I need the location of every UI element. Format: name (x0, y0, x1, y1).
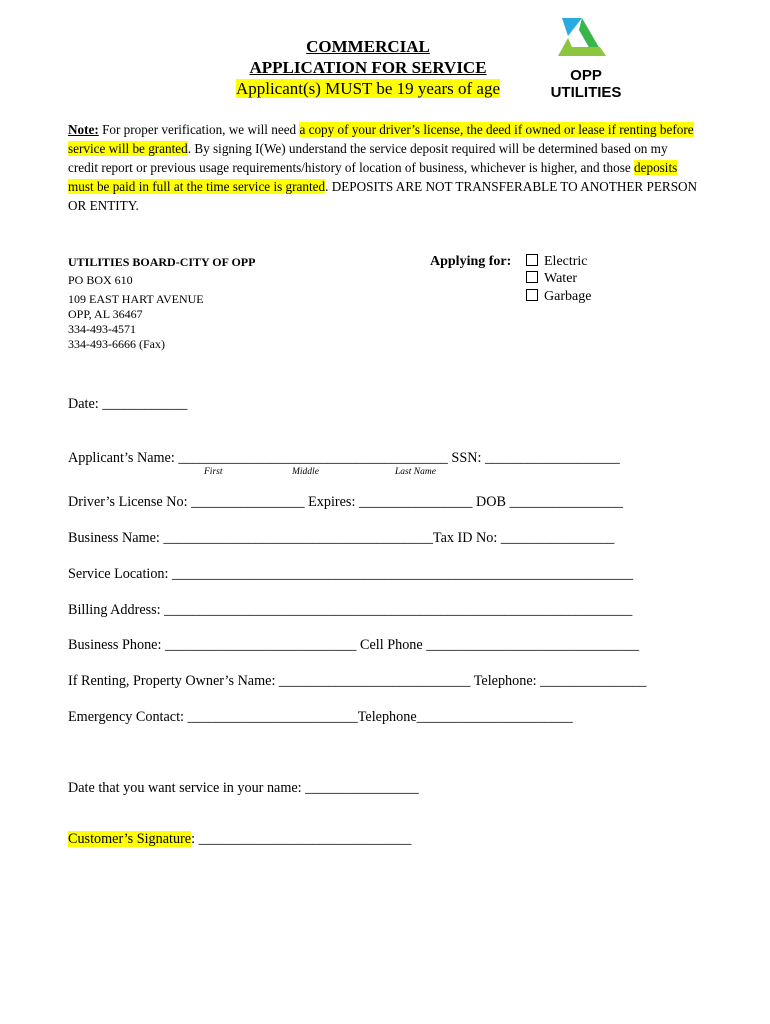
address-city: OPP, AL 36467 (68, 307, 143, 321)
name-first-hint: First (204, 467, 223, 477)
logo-gap-shape (572, 36, 584, 47)
signature-line[interactable]: : ______________________________ (191, 831, 412, 847)
form-subtitle (200, 78, 536, 99)
electric-checkbox[interactable] (526, 254, 538, 266)
logo-triangle-icon (548, 14, 632, 74)
signature-label: Customer’s Signature (68, 831, 192, 847)
option-water[interactable] (526, 271, 577, 287)
opp-utilities-logo (548, 14, 632, 106)
address-po-box: PO BOX 610 (68, 273, 133, 287)
logo-top-shape (562, 18, 582, 36)
option-garbage[interactable] (526, 289, 591, 305)
note-highlight-2: deposits must be paid in full at the time service is granted (68, 160, 678, 194)
note-highlight-1: a copy of your driver’s license, the deed if owned or lease if renting before service will be granted (68, 122, 694, 156)
service-date-field[interactable]: Date that you want service in your name: ________________ (68, 780, 419, 796)
property-owner-field[interactable]: If Renting, Property Owner’s Name: ___________________________ Telephone: _______________ (68, 673, 647, 689)
electric-label: Electric (544, 254, 588, 269)
service-location-field[interactable]: Service Location: _________________________________________________________________ (68, 566, 634, 582)
logo-opp-text: OPP (570, 67, 602, 84)
note-text-3: . DEPOSITS ARE NOT TRANSFERABLE TO ANOTHER PERSON OR ENTITY. (68, 179, 698, 213)
water-label: Water (544, 271, 578, 286)
emergency-contact-field[interactable]: Emergency Contact: ________________________Telephone______________________ (68, 709, 573, 725)
date-field[interactable]: Date: ____________ (68, 396, 188, 412)
note-text-1: For proper verification, we will need (98, 122, 300, 137)
garbage-checkbox[interactable] (526, 289, 538, 301)
form-title-line1: COMMERCIAL (306, 37, 430, 56)
address-phone: 334-493-4571 (68, 322, 136, 336)
applying-for-label: Applying for: (430, 254, 512, 269)
signature-field[interactable] (68, 831, 411, 848)
option-electric[interactable] (526, 254, 588, 270)
business-phone-field[interactable]: Business Phone: ___________________________ Cell Phone ______________________________ (68, 637, 640, 653)
applicant-name-field[interactable]: Applicant’s Name: ______________________________________ SSN: ___________________ (68, 450, 620, 466)
verification-note (68, 120, 698, 215)
business-name-field[interactable]: Business Name: ______________________________________Tax ID No: ________________ (68, 530, 615, 546)
note-text-2: . By signing I(We) understand the service deposit required will be determined based on my credit report or previous usage requirements/history of location of business, whichever is higher, and those (68, 141, 668, 175)
water-checkbox[interactable] (526, 271, 538, 283)
org-name: UTILITIES BOARD-CITY OF OPP (68, 255, 256, 269)
note-label: Note: (68, 122, 99, 137)
drivers-license-field[interactable]: Driver’s License No: ________________ Expires: ________________ DOB ________________ (68, 494, 623, 510)
billing-address-field[interactable]: Billing Address: __________________________________________________________________ (68, 602, 633, 618)
form-title-line2: APPLICATION FOR SERVICE (249, 58, 487, 77)
address-fax: 334-493-6666 (Fax) (68, 337, 165, 351)
name-last-hint: Last Name (395, 467, 436, 477)
address-street: 109 EAST HART AVENUE (68, 292, 204, 306)
age-requirement: Applicant(s) MUST be 19 years of age (235, 79, 501, 98)
name-middle-hint: Middle (292, 467, 319, 477)
garbage-label: Garbage (544, 289, 592, 304)
logo-utilities-text: UTILITIES (550, 84, 622, 101)
